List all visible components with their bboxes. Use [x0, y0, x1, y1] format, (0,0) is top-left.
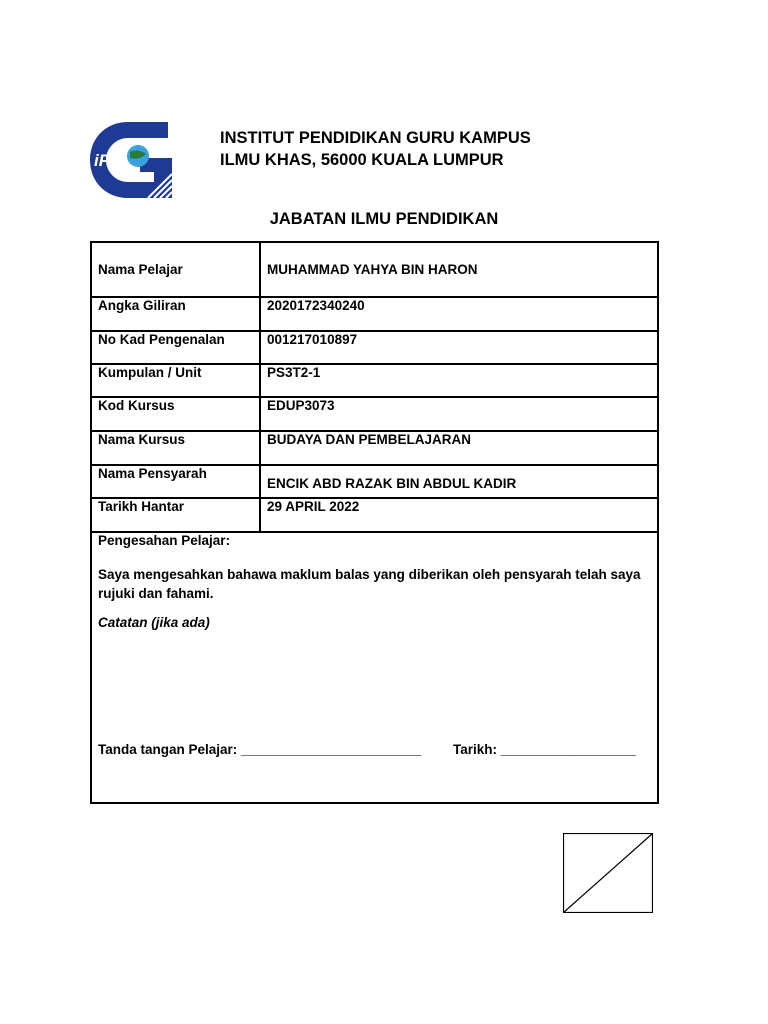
ipg-logo: [88, 120, 174, 200]
signature-field[interactable]: Tanda tangan Pelajar: ________________________: [98, 742, 422, 757]
date-field[interactable]: Tarikh: __________________: [453, 742, 636, 757]
student-info-form: [90, 241, 659, 804]
row-group-unit: [92, 365, 657, 398]
confirmation-statement: Saya mengesahkan bahawa maklum balas yang diberikan oleh pensyarah telah saya rujuki dan fahami.: [98, 567, 641, 601]
row-index-number: [92, 298, 657, 332]
label-course-code: Kod Kursus: [98, 398, 175, 413]
row-ic-number: [92, 332, 657, 365]
stamp-box: [563, 833, 653, 913]
row-student-name: [92, 243, 657, 298]
label-submission-date: Tarikh Hantar: [98, 499, 185, 514]
label-ic-number: No Kad Pengenalan: [98, 332, 225, 347]
value-course-code: EDUP3073: [267, 398, 335, 413]
value-index-number: 2020172340240: [267, 298, 365, 313]
institute-line-2: ILMU KHAS, 56000 KUALA LUMPUR: [220, 151, 504, 169]
value-group-unit: PS3T2-1: [267, 365, 321, 380]
label-index-number: Angka Giliran: [98, 298, 186, 313]
label-student-name: Nama Pelajar: [98, 262, 183, 277]
institute-name: [220, 127, 531, 171]
institute-line-1: INSTITUT PENDIDIKAN GURU KAMPUS: [220, 129, 531, 147]
row-lecturer-name: [92, 466, 657, 499]
label-lecturer-name: Nama Pensyarah: [98, 466, 207, 481]
label-course-name: Nama Kursus: [98, 432, 186, 447]
confirmation-title: Pengesahan Pelajar:: [98, 533, 231, 548]
value-lecturer-name: ENCIK ABD RAZAK BIN ABDUL KADIR: [267, 476, 517, 491]
row-submission-date: [92, 499, 657, 533]
row-course-name: [92, 432, 657, 466]
label-group-unit: Kumpulan / Unit: [98, 365, 202, 380]
value-submission-date: 29 APRIL 2022: [267, 499, 360, 514]
notes-label: Catatan (jika ada): [98, 615, 210, 630]
value-ic-number: 001217010897: [267, 332, 358, 347]
value-student-name: MUHAMMAD YAHYA BIN HARON: [267, 262, 478, 277]
row-course-code: [92, 398, 657, 432]
logo-text: iPG: [94, 151, 124, 170]
value-course-name: BUDAYA DAN PEMBELAJARAN: [267, 432, 472, 447]
department-title: JABATAN ILMU PENDIDIKAN: [269, 210, 499, 228]
